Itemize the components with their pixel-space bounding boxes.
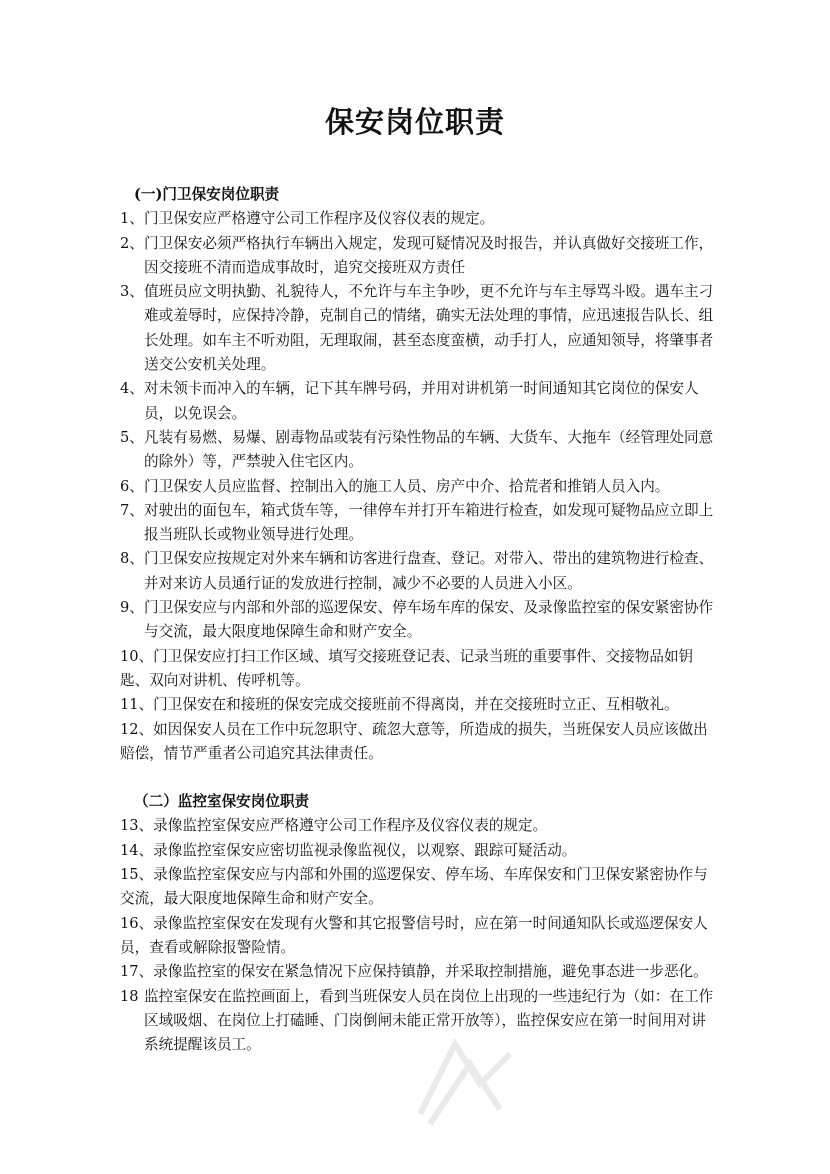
- list-item: [120, 547, 715, 596]
- item-text: 值班员应文明执勤、礼貌待人，不允许与车主争吵，更不允许与车主辱骂斗殴。遇车主刁难或羞辱时，应保持冷静，克制自己的情绪，确实无法处理的事情，应迅速报告队长、组长处理。如车主不听劝阻，无理取闹，甚至态度蛮横，动手打人，应通知领导，将肇事者送交公安机关处理。: [144, 283, 714, 374]
- item-number: 14、: [120, 841, 154, 859]
- item-text: 门卫保安必须严格执行车辆出入规定，发现可疑情况及时报告，并认真做好交接班工作，因交接班不清而造成事故时，追究交接班双方责任: [144, 234, 714, 276]
- item-number: 12、: [120, 720, 154, 738]
- item-text: 门卫保安应与内部和外部的巡逻保安、停车场车库的保安、及录像监控室的保安紧密协作与交流，最大限度地保障生命和财产安全。: [144, 599, 714, 641]
- section-monitor-room-guard: [120, 790, 715, 1057]
- item-text: 如因保安人员在工作中玩忽职守、疏忽大意等，所造成的损失，当班保安人员应该做出赔偿，情节严重者公司追究其法律责任。: [120, 720, 708, 762]
- list-item: [120, 839, 715, 863]
- list-item: [120, 814, 715, 838]
- item-number: 10、: [120, 647, 154, 665]
- list-item: [120, 377, 715, 426]
- list-item: [120, 693, 715, 717]
- item-text: 门卫保安应打扫工作区域、填写交接班登记表、记录当班的重要事件、交接物品如钥匙、双向对讲机、传呼机等。: [120, 647, 694, 689]
- item-text: 录像监控室保安应与内部和外围的巡逻保安、停车场、车库保安和门卫保安紧密协作与交流，最大限度地保障生命和财产安全。: [120, 866, 708, 908]
- item-number: 9、: [120, 599, 144, 617]
- list-item: [120, 426, 715, 475]
- item-text: 凡装有易燃、易爆、剧毒物品或装有污染性物品的车辆、大货车、大拖车（经管理处同意的除外）等，严禁驶入住宅区内。: [144, 428, 714, 471]
- item-number: 8、: [120, 550, 144, 568]
- item-number: 2、: [120, 234, 144, 252]
- list-item: [120, 960, 715, 984]
- list-item: [120, 499, 715, 548]
- item-number: 17、: [120, 963, 154, 981]
- watermark-graphic: [400, 1024, 530, 1134]
- list-item: [120, 863, 715, 912]
- item-text: 录像监控室保安应严格遵守公司工作程序及仪容仪表的规定。: [153, 817, 548, 835]
- item-number: 13、: [120, 817, 154, 835]
- list-item: [120, 645, 715, 694]
- item-number: 7、: [120, 501, 144, 519]
- item-number: 11、: [120, 696, 154, 714]
- item-text: 门卫保安应严格遵守公司工作程序及仪容仪表的规定。: [144, 210, 495, 228]
- item-number: 4、: [120, 380, 144, 398]
- item-text: 门卫保安在和接班的保安完成交接班前不得离岗，并在交接班时立正、互相敬礼。: [153, 696, 679, 714]
- item-number: 1、: [120, 210, 144, 228]
- section-gate-guard: [120, 183, 715, 766]
- item-number: 5、: [120, 428, 144, 446]
- item-number: 18: [120, 987, 139, 1005]
- item-text: 门卫保安人员应监督、控制出入的施工人员、房产中介、拾荒者和推销人员入内。: [144, 477, 670, 495]
- section-heading-gate-guard: (一)门卫保安岗位职责: [134, 186, 280, 203]
- list-item: [120, 718, 715, 767]
- list-item: [120, 475, 715, 499]
- item-number: 15、: [120, 866, 154, 884]
- item-text: 录像监控室保安应密切监视录像监视仪，以观察、跟踪可疑活动。: [153, 841, 577, 859]
- item-number: 3、: [120, 283, 144, 301]
- item-text: 监控室保安在监控画面上，看到当班保安人员在岗位上出现的一些违纪行为（如：在工作区域吸烟、在岗位上打磕睡、门岗倒闸未能正常开放等），监控保安应在第一时间用对讲系统提醒该员工。: [144, 987, 714, 1054]
- list-item: [120, 596, 715, 645]
- document-body: [120, 183, 715, 1057]
- list-item: [120, 912, 715, 961]
- item-text: 录像监控室的保安在紧急情况下应保持镇静，并采取控制措施，避免事态进一步恶化。: [153, 963, 708, 981]
- item-number: 16、: [120, 914, 154, 932]
- section-heading-monitor-room: （二）监控室保安岗位职责: [134, 793, 310, 811]
- item-text: 对未领卡而冲入的车辆，记下其车牌号码，并用对讲机第一时间通知其它岗位的保安人员，以免误会。: [144, 380, 699, 422]
- document-title: 保安岗位职责: [324, 105, 505, 139]
- item-text: 录像监控室保安在发现有火警和其它报警信号时，应在第一时间通知队长或巡逻保安人员，查看或解除报警险情。: [120, 914, 708, 956]
- list-item: [120, 280, 715, 377]
- list-item: [120, 207, 715, 231]
- list-item: [120, 232, 715, 281]
- item-text: 对驶出的面包车，箱式货车等，一律停车并打开车箱进行检查，如发现可疑物品应立即上报当班队长或物业领导进行处理。: [144, 501, 714, 544]
- item-number: 6、: [120, 477, 144, 495]
- item-text: 门卫保安应按规定对外来车辆和访客进行盘查、登记。对带入、带出的建筑物进行检查、并对来访人员通行证的发放进行控制，减少不必要的人员进入小区。: [144, 550, 714, 592]
